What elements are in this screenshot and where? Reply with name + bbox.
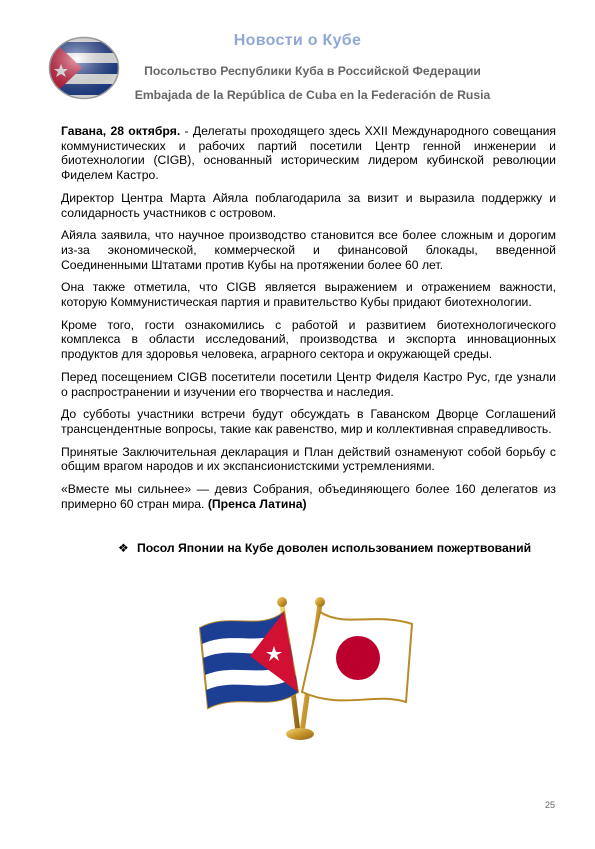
cuba-flag — [200, 612, 298, 708]
page-number: 25 — [544, 800, 555, 810]
dateline: Гавана, 28 октября. — [61, 124, 181, 138]
paragraph: Перед посещением CIGB посетители посетили Центр Фиделя Кастро Рус, где узнали о распространении и изучении его творчества и наследия. — [61, 369, 556, 399]
paragraph: Принятые Заключительная декларация и План действий ознаменуют собой борьбу с общим врагом народов и их экспансионистскими устремлениями. — [61, 444, 556, 474]
headline-text: Посол Японии на Кубе доволен использованием пожертвований — [136, 541, 532, 555]
embassy-name-ru: Посольство Республики Куба в Российской Федерации — [144, 64, 481, 78]
paragraph — [61, 124, 556, 183]
paragraph: Кроме того, гости ознакомились с работой и развитием биотехнологического комплекса в области исследований, производства и экспорта инновационных продуктов для здоровья человека, аграрного сектора и окружающей среды. — [61, 317, 556, 362]
japan-flag — [302, 612, 412, 702]
paragraph-text: «Вместе мы сильнее» — девиз Собрания, объединяющего более 160 делегатов из примерно 60 стран мира. — [61, 482, 556, 511]
paragraph: До субботы участники встречи будут обсуждать в Гаванском Дворце Соглашений трансцендентные вопросы, такие как равенство, мир и коллективная справедливость. — [61, 407, 556, 436]
paragraph: Айяла заявила, что научное производство становится все более сложным и дорогим из-за экономической, коммерческой и финансовой блокады, введенной Соединенными Штатами против Кубы на протяжении более 60 лет. — [61, 228, 556, 272]
embassy-name-es: Embajada de la República de Cuba en la Federación de Rusia — [134, 88, 491, 102]
paragraph — [61, 482, 556, 511]
paragraph: Она также отметила, что CIGB является выражением и отражением важности, которую Коммунистическая партия и правительство Кубы придают биотехнологии. — [61, 280, 556, 310]
next-article-headline — [118, 541, 531, 555]
cuba-japan-crossed-flags-pin — [190, 582, 420, 752]
page-header — [0, 0, 595, 110]
diamond-bullet-icon: ❖ — [118, 541, 129, 555]
news-source: (Пренса Латина) — [207, 496, 307, 511]
newsletter-title: Новости о Кубе — [233, 32, 362, 49]
paragraph-text: - Делегаты проходящего здесь XXII Международного совещания коммунистических и рабочих партий посетили Центр генной инженерии и биотехнологии (CIGB), основанный историческим лидером кубинской революции Фиделем Кастро. — [61, 124, 556, 183]
article-body — [61, 124, 556, 519]
paragraph: Директор Центра Марта Айяла поблагодарила за визит и выразила поддержку и солидарность участников с островом. — [61, 190, 556, 220]
